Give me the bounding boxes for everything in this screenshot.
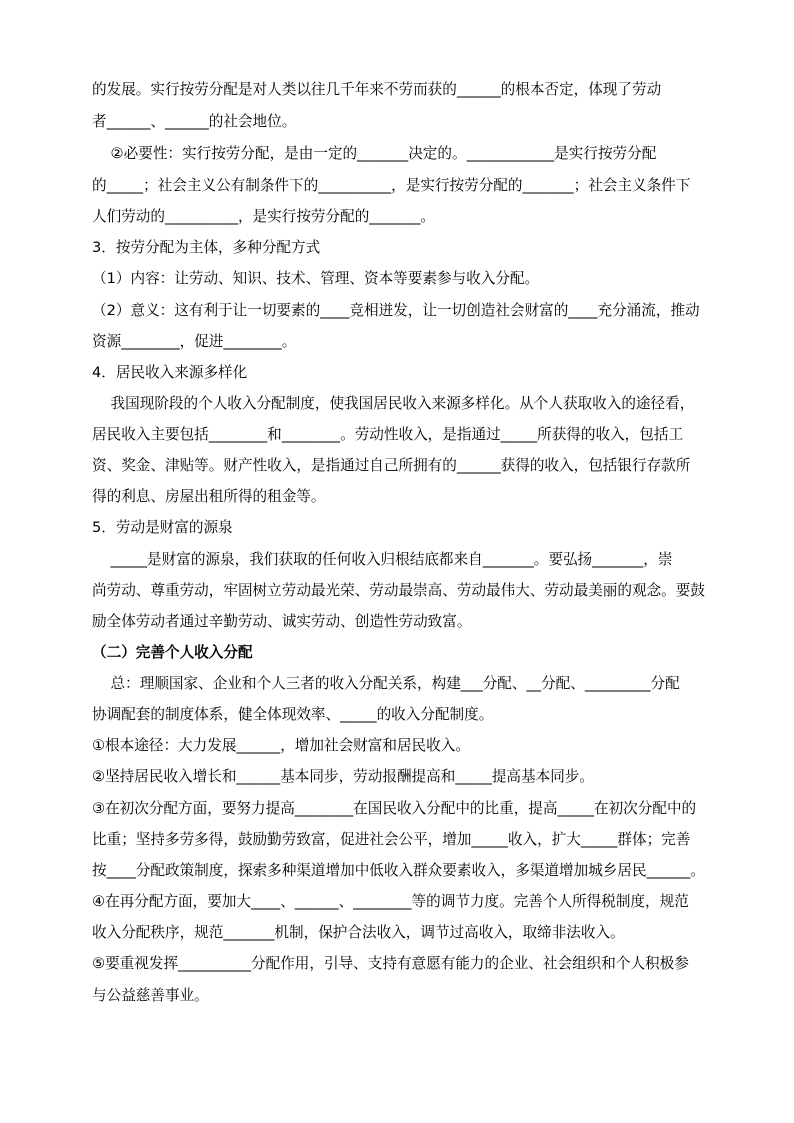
text-line: 尚劳动、尊重劳动，牢固树立劳动最光荣、劳动最崇高、劳动最伟大、劳动最美丽的观念。要鼓 (92, 582, 705, 599)
section-heading-3: 3．按劳分配为主体，多种分配方式 (92, 239, 321, 256)
text-line: 的发展。实行按劳分配是对人类以往几千年来不劳而获的______的根本否定，体现了劳动 (92, 81, 662, 98)
text-line: 按____分配政策制度，探索多种渠道增加中低收入群众要素收入，多渠道增加城乡居民______。 (92, 862, 705, 879)
text-line: ③在初次分配方面，要努力提高________在国民收入分配中的比重，提高_____在初次分配中的 (92, 800, 697, 817)
text-line: 资源________，促进________。 (92, 333, 297, 350)
text-line: 居民收入主要包括________和________。劳动性收入，是指通过_____所获得的收入，包括工 (92, 426, 684, 443)
text-line: 我国现阶段的个人收入分配制度，使我国居民收入来源多样化。从个人获取收入的途径看， (92, 395, 695, 412)
text-line: 者______、______的社会地位。 (92, 113, 297, 130)
text-line: （2）意义：这有利于让一切要素的____竞相迸发，让一切创造社会财富的____充分涌流，推动 (92, 302, 700, 319)
text-line: 励全体劳动者通过辛勤劳动、诚实劳动、创造性劳动致富。 (92, 613, 472, 630)
section-heading-2: （二）完善个人收入分配 (92, 644, 253, 661)
text-line: ⑤要重视发挥__________分配作用，引导、支持有意愿有能力的企业、社会组织和个人积极参 (92, 955, 689, 972)
text-line: ②必要性：实行按劳分配，是由一定的_______决定的。____________是实行按劳分配 (92, 145, 657, 162)
text-line: _____是财富的源泉，我们获取的任何收入归根结底都来自_______。要弘扬_______，崇 (92, 551, 673, 568)
text-line: ②坚持居民收入增长和______基本同步，劳动报酬提高和_____提高基本同步。 (92, 768, 594, 785)
section-heading-5: 5．劳动是财富的源泉 (92, 519, 233, 536)
text-line: 协调配套的制度体系，健全体现效率、_____的收入分配制度。 (92, 706, 494, 723)
section-heading-4: 4．居民收入来源多样化 (92, 364, 248, 381)
text-line: 人们劳动的__________，是实行按劳分配的_______。 (92, 208, 435, 225)
text-line: （1）内容：让劳动、知识、技术、管理、资本等要素参与收入分配。 (92, 270, 540, 287)
text-line: 总：理顺国家、企业和个人三者的收入分配关系，构建___分配、__分配、_________分配 (92, 675, 680, 692)
text-line: 得的利息、房屋出租所得的租金等。 (92, 488, 326, 505)
text-line: ④在再分配方面，要加大____、______、________等的调节力度。完善个人所得税制度，规范 (92, 893, 689, 910)
text-line: ①根本途径：大力发展______，增加社会财富和居民收入。 (92, 737, 470, 754)
text-line: 收入分配秩序，规范_______机制，保护合法收入，调节过高收入，取缔非法收入。 (92, 924, 625, 941)
text-line: 与公益慈善事业。 (92, 987, 209, 1004)
text-line: 比重；坚持多劳多得，鼓励勤劳致富，促进社会公平，增加_____收入，扩大_____群体；完善 (92, 831, 691, 848)
text-line: 资、奖金、津贴等。财产性收入，是指通过自己所拥有的______获得的收入，包括银行存款所 (92, 457, 691, 474)
text-line: 的_____；社会主义公有制条件下的__________，是实行按劳分配的_______；社会主义条件下 (92, 177, 691, 194)
